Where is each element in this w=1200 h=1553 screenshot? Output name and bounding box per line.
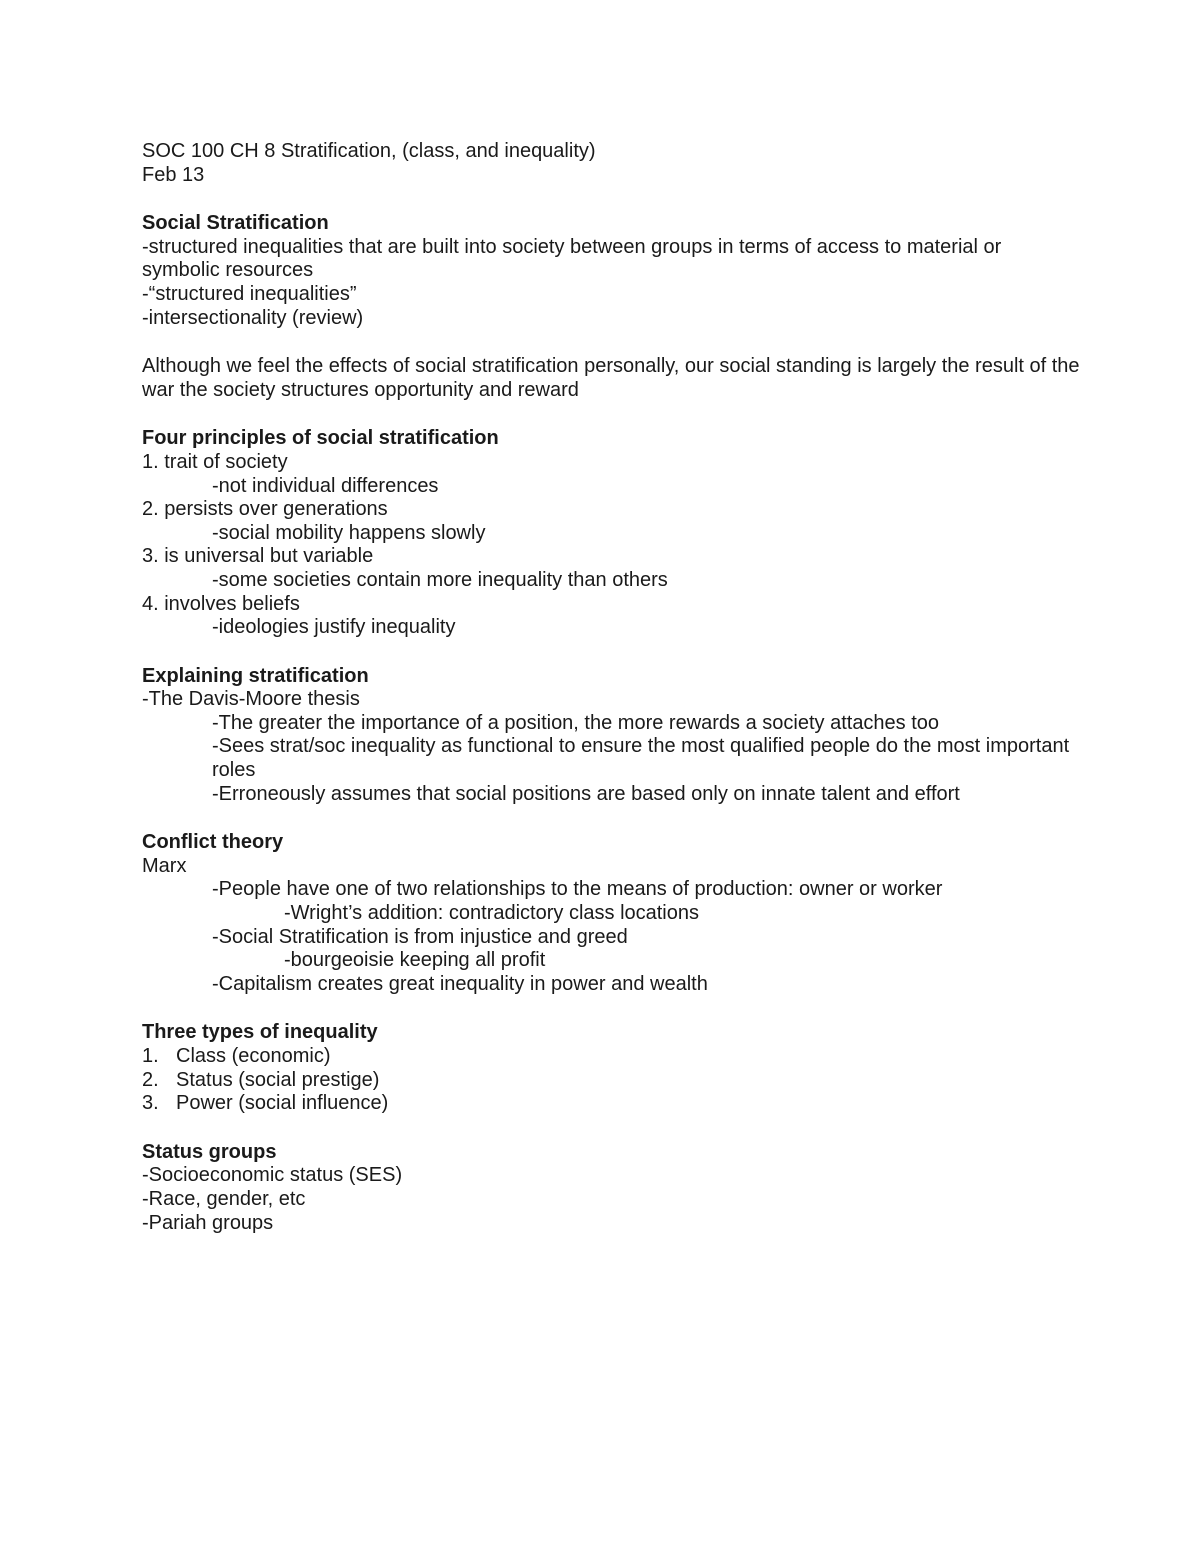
principle-subitem: -not individual differences [212, 474, 439, 497]
theorist-name: Marx [142, 854, 187, 877]
conflict-subpoint: -bourgeoisie keeping all profit [284, 949, 546, 972]
list-number: 2. [142, 1068, 159, 1091]
summary-paragraph: Although we feel the effects of social stratification personally, our social standing is largely the result of the war the society structures opportunity and reward [142, 355, 1086, 401]
principle-item: 3. is universal but variable [142, 545, 374, 568]
section-heading-social-stratification: Social Stratification [142, 212, 329, 235]
spacer [142, 187, 1082, 212]
conflict-point: -Capitalism creates great inequality in power and wealth [212, 972, 708, 995]
conflict-subpoint: -Wright’s addition: contradictory class locations [284, 902, 699, 925]
section-heading-three-types: Three types of inequality [142, 1021, 378, 1044]
document-page [142, 140, 1086, 1235]
principle-item: 1. trait of society [142, 450, 288, 473]
list-number: 1. [142, 1045, 159, 1067]
numbered-list-item [142, 1045, 1082, 1069]
spacer [142, 640, 1082, 665]
definition-item: -structured inequalities that are built into society between groups in terms of access to material or symbolic resources [142, 235, 1007, 282]
conflict-point: -Social Stratification is from injustice and greed [212, 925, 628, 948]
spacer [142, 402, 1082, 427]
conflict-point: -People have one of two relationships to the means of production: owner or worker [212, 878, 943, 901]
list-text: Power (social influence) [176, 1092, 389, 1115]
section-heading-four-principles: Four principles of social stratification [142, 427, 499, 450]
principle-item: 4. involves beliefs [142, 592, 300, 615]
list-text: Class (economic) [176, 1045, 331, 1067]
numbered-list-item [142, 1069, 1082, 1093]
thesis-point: -Sees strat/soc inequality as functional to ensure the most qualified people do the most important roles [212, 735, 1075, 782]
spacer [142, 330, 1082, 355]
document-date: Feb 13 [142, 163, 205, 186]
document-title: SOC 100 CH 8 Stratification, (class, and inequality) [142, 140, 596, 162]
status-group-item: -Socioeconomic status (SES) [142, 1164, 403, 1187]
spacer [142, 1116, 1082, 1141]
status-group-item: -Race, gender, etc [142, 1187, 306, 1210]
principle-subitem: -some societies contain more inequality than others [212, 568, 668, 591]
principle-subitem: -social mobility happens slowly [212, 521, 486, 544]
principle-item: 2. persists over generations [142, 498, 388, 521]
list-text: Status (social prestige) [176, 1068, 380, 1091]
spacer [142, 996, 1082, 1021]
section-heading-status-groups: Status groups [142, 1140, 277, 1163]
numbered-list-item [142, 1092, 1082, 1116]
status-group-item: -Pariah groups [142, 1211, 274, 1234]
spacer [142, 806, 1082, 831]
principle-subitem: -ideologies justify inequality [212, 616, 456, 639]
section-heading-conflict-theory: Conflict theory [142, 831, 284, 854]
list-number: 3. [142, 1092, 159, 1115]
definition-item: -“structured inequalities” [142, 282, 357, 305]
thesis-point: -The greater the importance of a position, the more rewards a society attaches too [212, 711, 940, 734]
section-heading-explaining-stratification: Explaining stratification [142, 664, 369, 687]
definition-item: -intersectionality (review) [142, 306, 364, 329]
thesis-name: -The Davis-Moore thesis [142, 688, 360, 711]
thesis-point: -Erroneously assumes that social positions are based only on innate talent and effort [212, 782, 960, 805]
